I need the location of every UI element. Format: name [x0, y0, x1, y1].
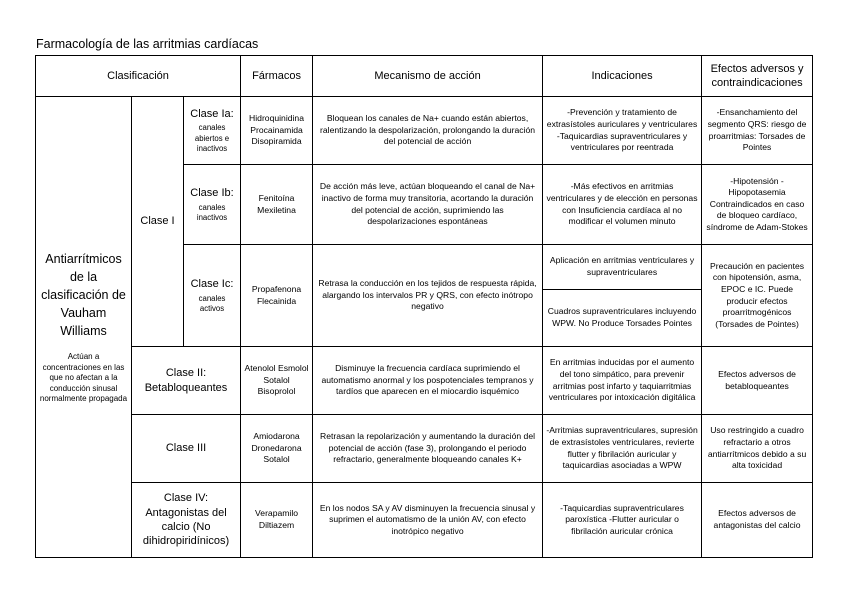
clase-ic-indicaciones — [543, 245, 702, 347]
clase-ii-farmacos: Atenolol Esmolol Sotalol Bisoprolol — [241, 347, 313, 415]
clase-iv-name: Clase IV: Antagonistas del calcio (No dihidropiridínicos) — [132, 483, 241, 558]
clase-ia-name: Clase Ia: — [190, 108, 234, 121]
clase-iv-indicaciones: -Taquicardias supraventriculares paroxística -Flutter auricular o fibrilación auricular crónica — [543, 483, 702, 558]
clase-ii-indicaciones: En arritmias inducidas por el aumento del tono simpático, para prevenir arritmias post infarto y taquiarritmias ventriculares por intoxicación digitálica — [543, 347, 702, 415]
row-clase-iv — [36, 483, 813, 558]
clase-ia-sub: canales abiertos e inactivos — [194, 123, 230, 153]
row-clase-iii — [36, 415, 813, 483]
clase-ib-mecanismo: De acción más leve, actúan bloqueando el canal de Na+ inactivo de forma muy transitoria, acortando la duración del potencial de acción, suprimiendo las despolarizaciones espontáneas — [313, 165, 543, 245]
clase-iv-efectos: Efectos adversos de antagonistas del calcio — [702, 483, 813, 558]
pharmacology-table — [35, 55, 813, 558]
header-row — [36, 56, 813, 97]
row-clase-ii — [36, 347, 813, 415]
clase-ia-indicaciones: -Prevención y tratamiento de extrasístoles auriculares y ventriculares -Taquicardias supraventriculares y ventriculares por reentrada — [543, 97, 702, 165]
header-indicaciones: Indicaciones — [543, 56, 702, 97]
clase-iii-name: Clase III — [132, 415, 241, 483]
clase-iii-mecanismo: Retrasan la repolarización y aumentando la duración del potencial de acción (fase 3), prolongando el periodo refractario, generalmente bloqueando canales K+ — [313, 415, 543, 483]
clase-iii-efectos: Uso restringido a cuadro refractario a otros antiarrítmicos debido a su alta toxicidad — [702, 415, 813, 483]
clase-ia-cell — [184, 97, 241, 165]
clase-ic-efectos: Precaución en pacientes con hipotensión, asma, EPOC e IC. Puede producir efectos proarritmogénicos (Torsades de Pointes) — [702, 245, 813, 347]
clase-ib-efectos: -Hipotensión -Hipopotasemia Contraindicados en caso de bloqueo cardíaco, síndrome de Adam-Stokes — [702, 165, 813, 245]
clase-ia-efectos: -Ensanchamiento del segmento QRS: riesgo de proarritmias: Torsades de Pointes — [702, 97, 813, 165]
row-clase-ia — [36, 97, 813, 165]
clase-ib-cell — [184, 165, 241, 245]
clase-ic-name: Clase Ic: — [190, 278, 234, 291]
clase-iii-indicaciones: -Arritmias supraventriculares, supresión de extrasístoles ventriculares, revierte flutter y fibrilación auricular y taquicardias asociadas a WPW — [543, 415, 702, 483]
clase-ii-efectos: Efectos adversos de betabloqueantes — [702, 347, 813, 415]
clase-ic-indicaciones-2: Cuadros supraventriculares incluyendo WPW. No Produce Torsades Pointes — [547, 305, 697, 328]
clase-ic-indicaciones-1: Aplicación en arritmias ventriculares y supraventriculares — [543, 245, 701, 290]
header-mecanismo: Mecanismo de acción — [313, 56, 543, 97]
clase-ia-farmacos: Hidroquinidina Procainamida Disopiramida — [241, 97, 313, 165]
header-clasificacion: Clasificación — [36, 56, 241, 97]
clase-ia-mecanismo: Bloquean los canales de Na+ cuando están abiertos, ralentizando la despolarización, prolongando la duración del potencial de acción — [313, 97, 543, 165]
clase-ib-farmacos: Fenitoína Mexiletina — [241, 165, 313, 245]
clase-ii-name: Clase II: Betabloqueantes — [132, 347, 241, 415]
clase-ib-name: Clase Ib: — [190, 187, 234, 200]
document-title: Farmacología de las arritmias cardíacas — [36, 37, 259, 51]
group-note: Actúan a concentraciones en las que no afectan a la conducción sinusal normalmente propagada — [39, 352, 128, 403]
group-label: Antiarrítmicos de la clasificación de Vauham Williams — [41, 251, 126, 339]
clase-iv-mecanismo: En los nodos SA y AV disminuyen la frecuencia sinusal y suprimen el automatismo de la unión AV, con efecto inotrópico negativo — [313, 483, 543, 558]
header-farmacos: Fármacos — [241, 56, 313, 97]
clase-iii-farmacos: Amiodarona Dronedarona Sotalol — [241, 415, 313, 483]
group-cell — [36, 97, 132, 558]
clase-ic-cell — [184, 245, 241, 347]
clase-ib-indicaciones: -Más efectivos en arritmias ventriculares y de elección en personas con Insuficiencia cardíaca al no modificar el volumen minuto — [543, 165, 702, 245]
clase-ib-sub: canales inactivos — [196, 202, 228, 222]
clase-i-label: Clase I — [132, 97, 184, 347]
clase-iv-farmacos: Verapamilo Diltiazem — [241, 483, 313, 558]
clase-ic-mecanismo: Retrasa la conducción en los tejidos de respuesta rápida, alargando los intervalos PR y QRS, con efecto inótropo negativo — [313, 245, 543, 347]
clase-ic-farmacos: Propafenona Flecainida — [241, 245, 313, 347]
clase-ii-mecanismo: Disminuye la frecuencia cardíaca suprimiendo el automatismo anormal y los pospotenciales tempranos y tardíos que aparecen en el miocardio isquémico — [313, 347, 543, 415]
header-efectos: Efectos adversos y contraindicaciones — [702, 56, 813, 97]
clase-ic-sub: canales activos — [198, 293, 226, 313]
